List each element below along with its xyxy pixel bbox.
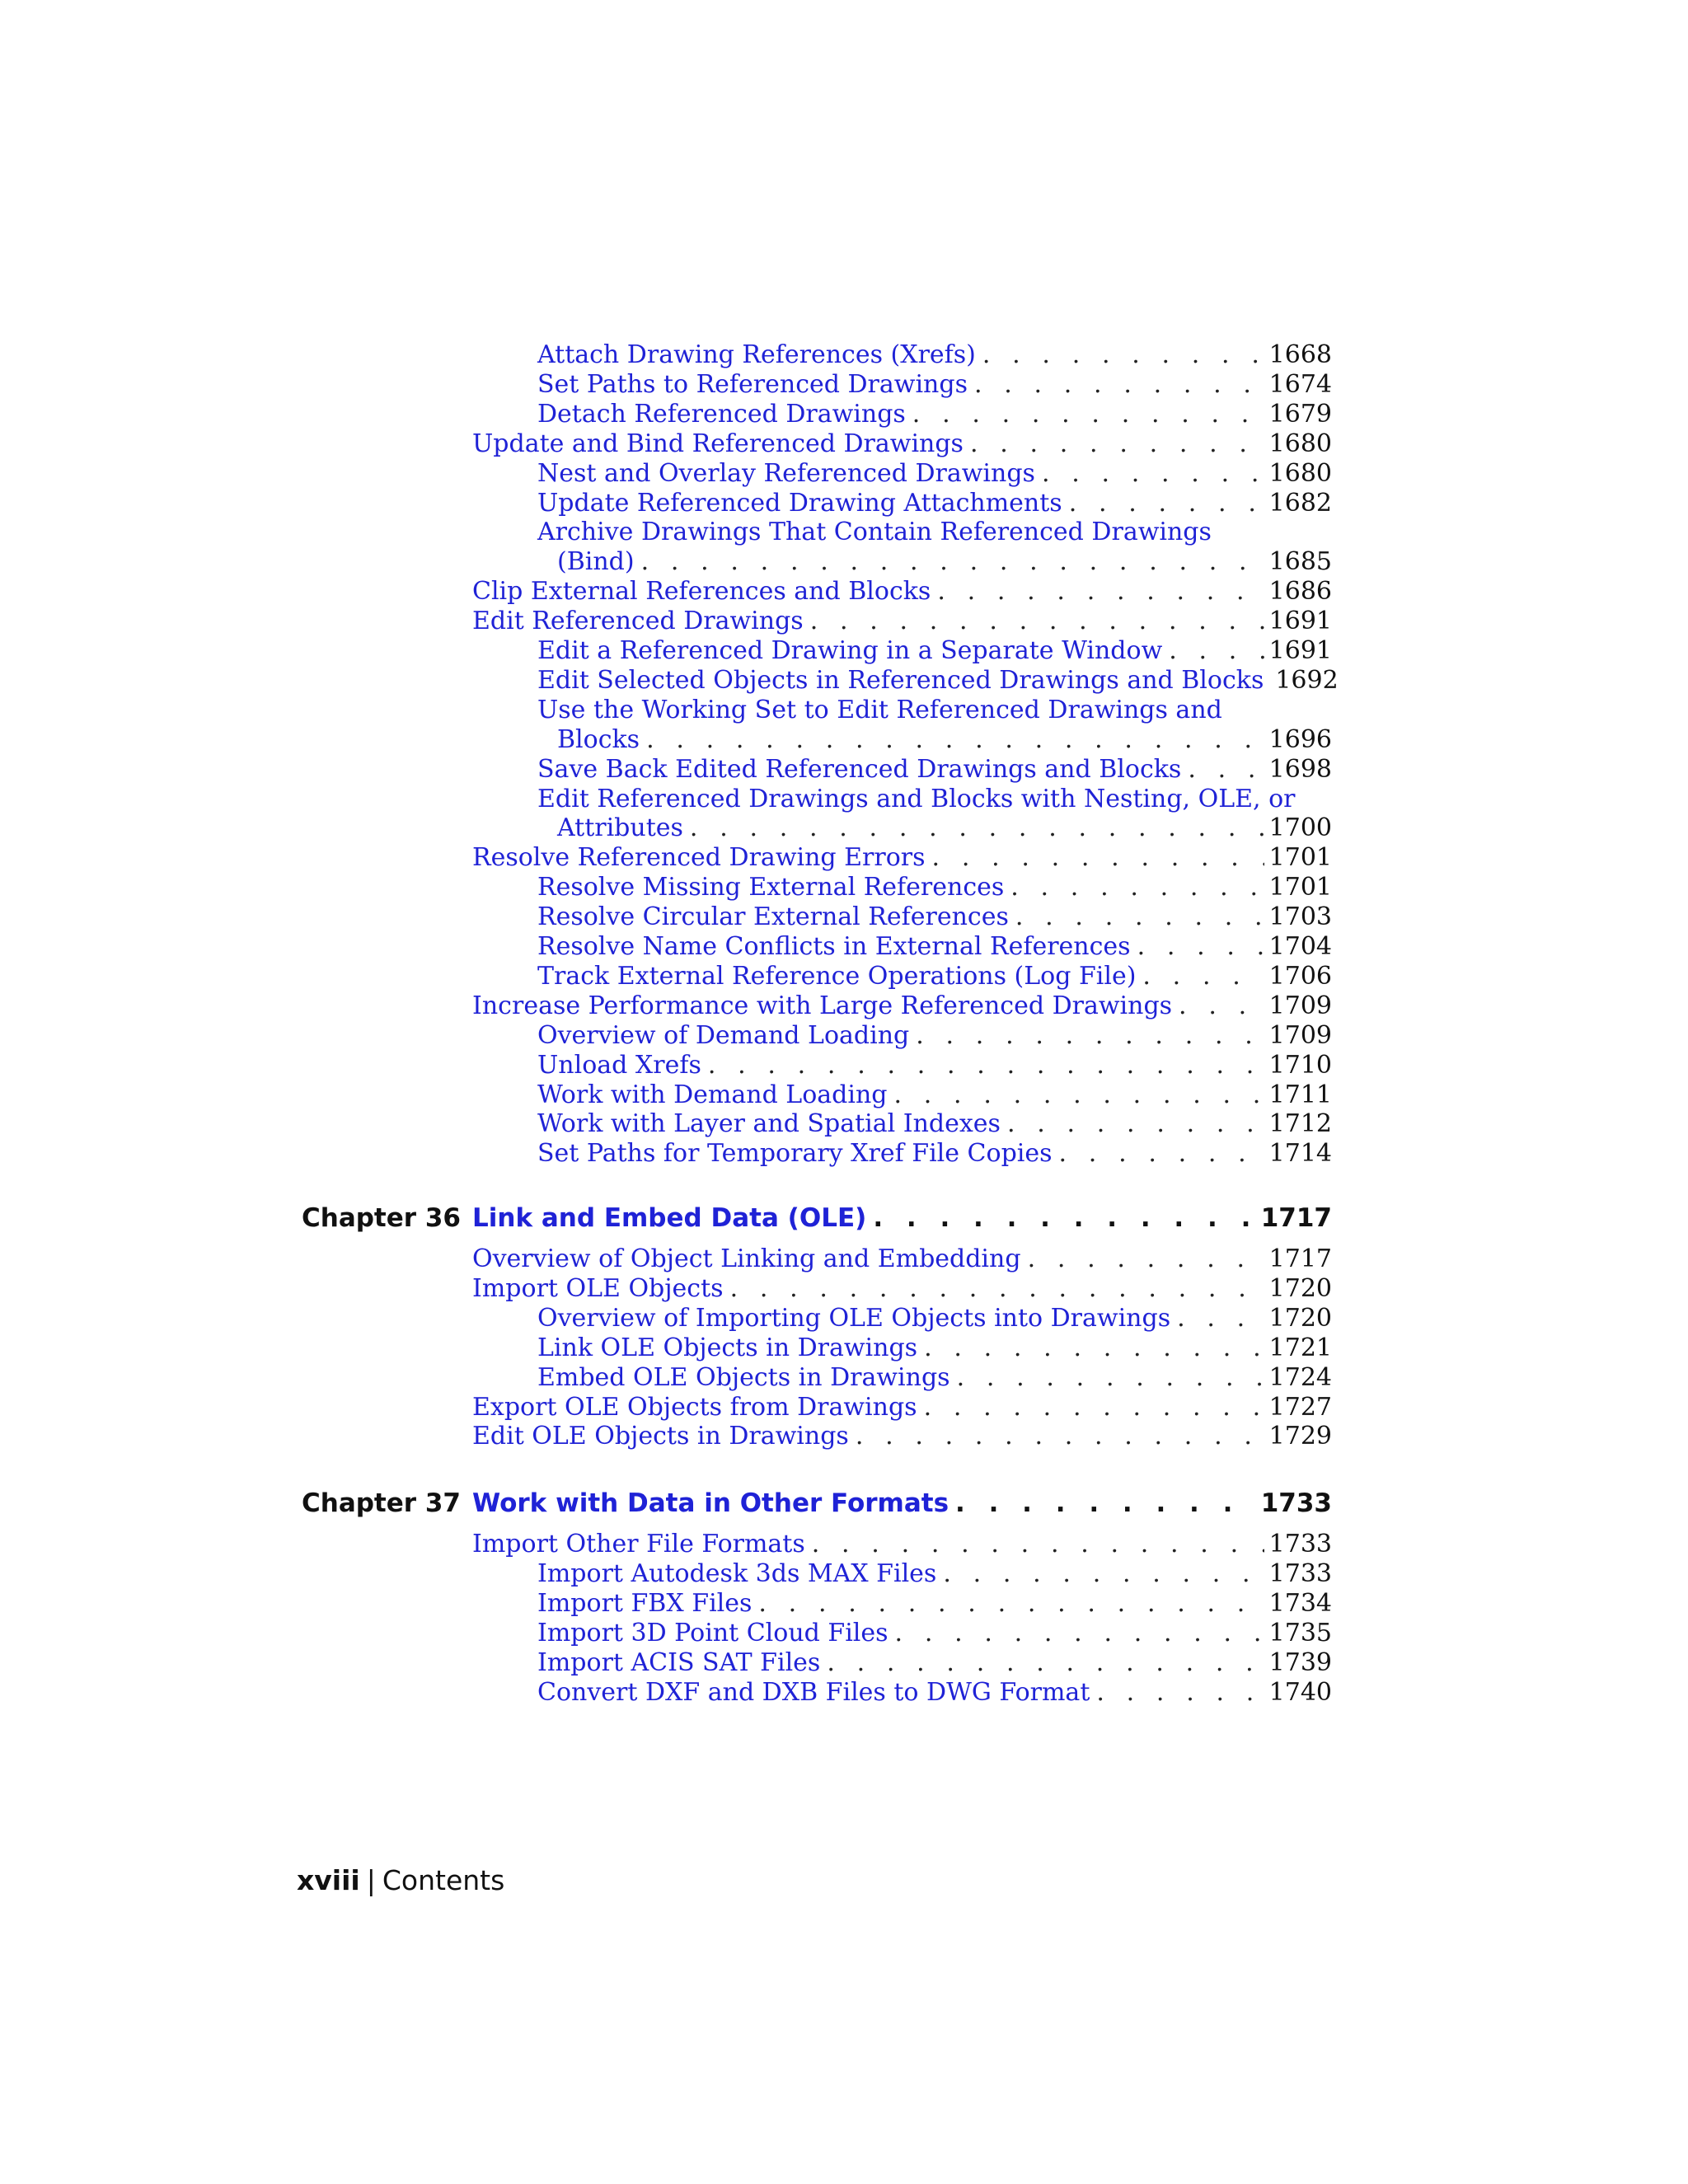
toc-page-number: 1682 bbox=[1268, 488, 1332, 518]
toc-entry[interactable] bbox=[537, 1304, 1332, 1333]
toc-entry[interactable] bbox=[472, 1244, 1332, 1274]
dot-leader bbox=[1162, 636, 1264, 666]
toc-page-number: 1739 bbox=[1268, 1647, 1332, 1677]
toc-entry[interactable] bbox=[557, 725, 1332, 755]
dot-leader bbox=[1035, 459, 1264, 489]
toc-page-number: 1704 bbox=[1268, 932, 1332, 961]
toc-page-number: 1680 bbox=[1268, 429, 1332, 458]
toc-page-number: 1733 bbox=[1268, 1530, 1332, 1558]
toc-page-number: 1711 bbox=[1268, 1080, 1332, 1109]
dot-leader bbox=[968, 370, 1264, 400]
toc-entry-title[interactable]: Work with Layer and Spatial Indexes bbox=[537, 1109, 1001, 1139]
dot-leader bbox=[724, 1274, 1264, 1304]
toc-page-number: 1680 bbox=[1268, 458, 1332, 488]
toc-page-number: 1735 bbox=[1268, 1618, 1332, 1647]
dot-leader bbox=[1053, 1139, 1264, 1169]
chapter-title[interactable]: Work with Data in Other Formats bbox=[472, 1488, 950, 1518]
toc-page-number: 1686 bbox=[1268, 577, 1332, 607]
toc-entry-title[interactable]: Update Referenced Drawing Attachments bbox=[537, 488, 1062, 518]
toc-page-number: 1691 bbox=[1268, 607, 1332, 636]
toc-entry[interactable] bbox=[537, 1080, 1332, 1110]
dot-leader bbox=[1001, 1109, 1264, 1139]
toc-entry[interactable] bbox=[537, 902, 1332, 932]
toc-entry-title[interactable]: Overview of Importing OLE Objects into Drawings bbox=[537, 1303, 1171, 1333]
toc-entry-title[interactable]: Resolve Name Conflicts in External References bbox=[537, 932, 1131, 961]
toc-entry[interactable] bbox=[537, 873, 1332, 902]
dot-leader bbox=[950, 1363, 1264, 1393]
toc-entry[interactable] bbox=[537, 636, 1332, 666]
toc-entry-title[interactable]: Detach Referenced Drawings bbox=[537, 399, 906, 429]
dot-leader bbox=[926, 843, 1264, 873]
toc-entry-title[interactable]: Edit a Referenced Drawing in a Separate Window bbox=[537, 636, 1163, 665]
toc-entry[interactable] bbox=[472, 577, 1332, 607]
toc-entry-title[interactable]: Work with Demand Loading bbox=[537, 1080, 888, 1109]
toc-entry[interactable] bbox=[537, 459, 1332, 489]
chapter-title-link[interactable] bbox=[472, 1202, 1332, 1235]
toc-page-number: 1733 bbox=[1268, 1558, 1332, 1588]
dot-leader bbox=[888, 1080, 1264, 1110]
chapter-page-number: 1717 bbox=[1260, 1203, 1332, 1233]
toc-entry-title[interactable]: Link OLE Objects in Drawings bbox=[537, 1333, 918, 1362]
dot-leader bbox=[1021, 1244, 1264, 1274]
dot-leader bbox=[805, 1530, 1264, 1559]
toc-entry-title[interactable]: Save Back Edited Referenced Drawings and Blocks bbox=[537, 754, 1182, 784]
toc-entry-title[interactable]: Import ACIS SAT Files bbox=[537, 1647, 821, 1677]
dot-leader bbox=[1062, 489, 1264, 518]
toc-entry[interactable] bbox=[537, 1619, 1332, 1648]
dot-leader bbox=[1131, 932, 1264, 962]
dot-leader bbox=[849, 1422, 1264, 1451]
dot-leader bbox=[1009, 902, 1264, 932]
toc-entry-title[interactable]: Overview of Object Linking and Embedding bbox=[472, 1244, 1021, 1273]
toc-entry-title-continued[interactable]: Blocks bbox=[557, 724, 640, 754]
toc-page-number: 1709 bbox=[1268, 991, 1332, 1020]
toc-entry-title[interactable]: Set Paths to Referenced Drawings bbox=[537, 369, 968, 399]
toc-page-number: 1706 bbox=[1268, 961, 1332, 991]
toc-entry[interactable] bbox=[472, 1393, 1332, 1422]
toc-page-number: 1734 bbox=[1268, 1588, 1332, 1618]
dot-leader bbox=[640, 725, 1264, 755]
toc-entry-title[interactable]: Resolve Circular External References bbox=[537, 902, 1009, 932]
toc-page-number: 1709 bbox=[1268, 1020, 1332, 1050]
toc-page-number: 1727 bbox=[1268, 1392, 1332, 1422]
toc-entry[interactable] bbox=[557, 813, 1332, 843]
toc-entry-title[interactable]: Import 3D Point Cloud Files bbox=[537, 1618, 889, 1647]
toc-page-number: 1668 bbox=[1268, 340, 1332, 369]
dot-leader bbox=[931, 577, 1264, 607]
toc-entry[interactable] bbox=[537, 1363, 1332, 1393]
toc-entry[interactable] bbox=[472, 607, 1332, 636]
toc-page-number: 1740 bbox=[1268, 1677, 1332, 1707]
toc-entry[interactable] bbox=[537, 489, 1332, 518]
toc-entry[interactable] bbox=[472, 991, 1332, 1021]
toc-entry-title-continued[interactable]: Attributes bbox=[557, 813, 683, 843]
chapter-page-number: 1733 bbox=[1260, 1488, 1332, 1518]
toc-page-number: 1701 bbox=[1268, 843, 1332, 873]
dot-leader bbox=[917, 1393, 1264, 1422]
chapter-title[interactable]: Link and Embed Data (OLE) bbox=[472, 1203, 867, 1233]
toc-entry-title[interactable]: Edit Selected Objects in Referenced Drawings and Blocks bbox=[537, 665, 1264, 695]
dot-leader bbox=[1264, 666, 1270, 696]
toc-page-number: 1720 bbox=[1268, 1273, 1332, 1303]
dot-leader bbox=[949, 1487, 1256, 1520]
toc-entry-title[interactable]: Resolve Referenced Drawing Errors bbox=[472, 843, 926, 873]
toc-entry-title[interactable]: Embed OLE Objects in Drawings bbox=[537, 1362, 950, 1392]
toc-entry[interactable] bbox=[537, 400, 1332, 429]
toc-entry-title-line[interactable]: Use the Working Set to Edit Referenced Drawings and bbox=[537, 695, 1222, 724]
dot-leader bbox=[917, 1333, 1264, 1363]
toc-entry-title-continued[interactable]: (Bind) bbox=[557, 547, 635, 577]
toc-page-number: 1721 bbox=[1268, 1333, 1332, 1362]
chapter-label: Chapter 37 bbox=[302, 1488, 461, 1518]
dot-leader bbox=[701, 1051, 1264, 1080]
toc-entry-title[interactable]: Edit Referenced Drawings bbox=[472, 607, 804, 636]
toc-entry[interactable] bbox=[472, 1274, 1332, 1304]
toc-entry-title[interactable]: Track External Reference Operations (Log File) bbox=[537, 961, 1137, 991]
page-folio: xviii bbox=[297, 1864, 360, 1896]
toc-entry[interactable] bbox=[472, 429, 1332, 459]
toc-entry-title-line[interactable]: Edit Referenced Drawings and Blocks with Nesting, OLE, or bbox=[537, 784, 1296, 813]
toc-entry-title[interactable]: Import Other File Formats bbox=[472, 1530, 805, 1558]
toc-page-number: 1674 bbox=[1268, 369, 1332, 399]
dot-leader bbox=[1170, 1304, 1264, 1333]
toc-entry[interactable] bbox=[537, 1051, 1332, 1080]
toc-page-number: 1712 bbox=[1268, 1109, 1332, 1139]
dot-leader bbox=[804, 607, 1264, 636]
toc-page-number: 1714 bbox=[1268, 1139, 1332, 1169]
toc-page-number: 1717 bbox=[1268, 1244, 1332, 1273]
toc-page-number: 1701 bbox=[1268, 873, 1332, 902]
dot-leader bbox=[752, 1589, 1264, 1619]
dot-leader bbox=[1172, 991, 1264, 1021]
toc-entry[interactable] bbox=[472, 1422, 1332, 1451]
toc-entry[interactable] bbox=[537, 1648, 1332, 1678]
toc-entry[interactable] bbox=[537, 1678, 1332, 1708]
toc-entry[interactable] bbox=[537, 1109, 1332, 1139]
dot-leader bbox=[976, 340, 1264, 370]
toc-entry[interactable] bbox=[537, 755, 1332, 785]
toc-entry-title[interactable]: Edit OLE Objects in Drawings bbox=[472, 1422, 849, 1451]
footer-separator: | bbox=[366, 1864, 376, 1896]
dot-leader bbox=[889, 1619, 1264, 1648]
toc-entry-title[interactable]: Import Autodesk 3ds MAX Files bbox=[537, 1558, 937, 1588]
toc-entry[interactable] bbox=[537, 1589, 1332, 1619]
dot-leader bbox=[1090, 1678, 1264, 1708]
page-footer bbox=[297, 1864, 504, 1896]
toc-entry-title[interactable]: Overview of Demand Loading bbox=[537, 1020, 910, 1050]
toc-entry[interactable] bbox=[537, 962, 1332, 991]
toc-entry[interactable] bbox=[537, 1021, 1332, 1051]
dot-leader bbox=[964, 429, 1264, 459]
toc-entry[interactable] bbox=[557, 547, 1332, 577]
toc-entry-title[interactable]: Resolve Missing External References bbox=[537, 873, 1005, 902]
toc-entry[interactable] bbox=[537, 932, 1332, 962]
chapter-heading bbox=[0, 1487, 1688, 1520]
toc-page-number: 1692 bbox=[1275, 665, 1339, 695]
dot-leader bbox=[1181, 755, 1264, 785]
toc-page-number: 1700 bbox=[1268, 813, 1332, 843]
chapter-title-link[interactable] bbox=[472, 1487, 1332, 1520]
toc-entry[interactable] bbox=[537, 1333, 1332, 1363]
toc-entry-title[interactable]: Set Paths for Temporary Xref File Copies bbox=[537, 1139, 1053, 1169]
toc-entry-title[interactable]: Import FBX Files bbox=[537, 1588, 753, 1618]
toc-entry-title[interactable]: Convert DXF and DXB Files to DWG Format bbox=[537, 1677, 1090, 1707]
toc-entry-title-line[interactable]: Archive Drawings That Contain Referenced Drawings bbox=[537, 518, 1212, 547]
toc-entry-title[interactable]: Clip External References and Blocks bbox=[472, 577, 931, 607]
chapter-heading bbox=[0, 1202, 1688, 1235]
dot-leader bbox=[1004, 873, 1264, 902]
toc-entry-title[interactable]: Nest and Overlay Referenced Drawings bbox=[537, 458, 1035, 488]
toc-page-number: 1720 bbox=[1268, 1303, 1332, 1333]
toc-entry[interactable] bbox=[537, 1139, 1332, 1169]
toc-entry-title[interactable]: Unload Xrefs bbox=[537, 1050, 701, 1080]
toc-page-number: 1691 bbox=[1268, 636, 1332, 665]
toc-page-number: 1696 bbox=[1268, 724, 1332, 754]
footer-section-name: Contents bbox=[382, 1864, 505, 1896]
toc-entry-title[interactable]: Update and Bind Referenced Drawings bbox=[472, 429, 964, 458]
toc-entry[interactable] bbox=[537, 665, 1339, 696]
dot-leader bbox=[909, 1021, 1264, 1051]
toc-page-number: 1710 bbox=[1268, 1050, 1332, 1080]
toc-page-number: 1685 bbox=[1268, 547, 1332, 577]
toc-entry-title[interactable]: Attach Drawing References (Xrefs) bbox=[537, 340, 976, 369]
toc-entry[interactable] bbox=[537, 370, 1332, 400]
dot-leader bbox=[1136, 962, 1264, 991]
toc-page-number: 1729 bbox=[1268, 1422, 1332, 1451]
dot-leader bbox=[906, 400, 1264, 429]
toc-entry-title[interactable]: Import OLE Objects bbox=[472, 1273, 724, 1303]
toc-page-number: 1724 bbox=[1268, 1362, 1332, 1392]
toc-entry[interactable] bbox=[472, 843, 1332, 873]
toc-entry-title[interactable]: Increase Performance with Large Referenced Drawings bbox=[472, 991, 1173, 1020]
dot-leader bbox=[635, 547, 1264, 577]
dot-leader bbox=[820, 1648, 1264, 1678]
chapter-label: Chapter 36 bbox=[302, 1203, 461, 1233]
toc-entry[interactable] bbox=[537, 1559, 1332, 1589]
toc-page-number: 1679 bbox=[1268, 399, 1332, 429]
dot-leader bbox=[936, 1559, 1264, 1589]
toc-page-number: 1698 bbox=[1268, 754, 1332, 784]
toc-entry[interactable] bbox=[537, 340, 1332, 370]
toc-page-number: 1703 bbox=[1268, 902, 1332, 932]
dot-leader bbox=[683, 813, 1264, 843]
toc-entry-title[interactable]: Export OLE Objects from Drawings bbox=[472, 1392, 917, 1422]
dot-leader bbox=[866, 1202, 1255, 1235]
toc-entry[interactable] bbox=[472, 1530, 1332, 1559]
